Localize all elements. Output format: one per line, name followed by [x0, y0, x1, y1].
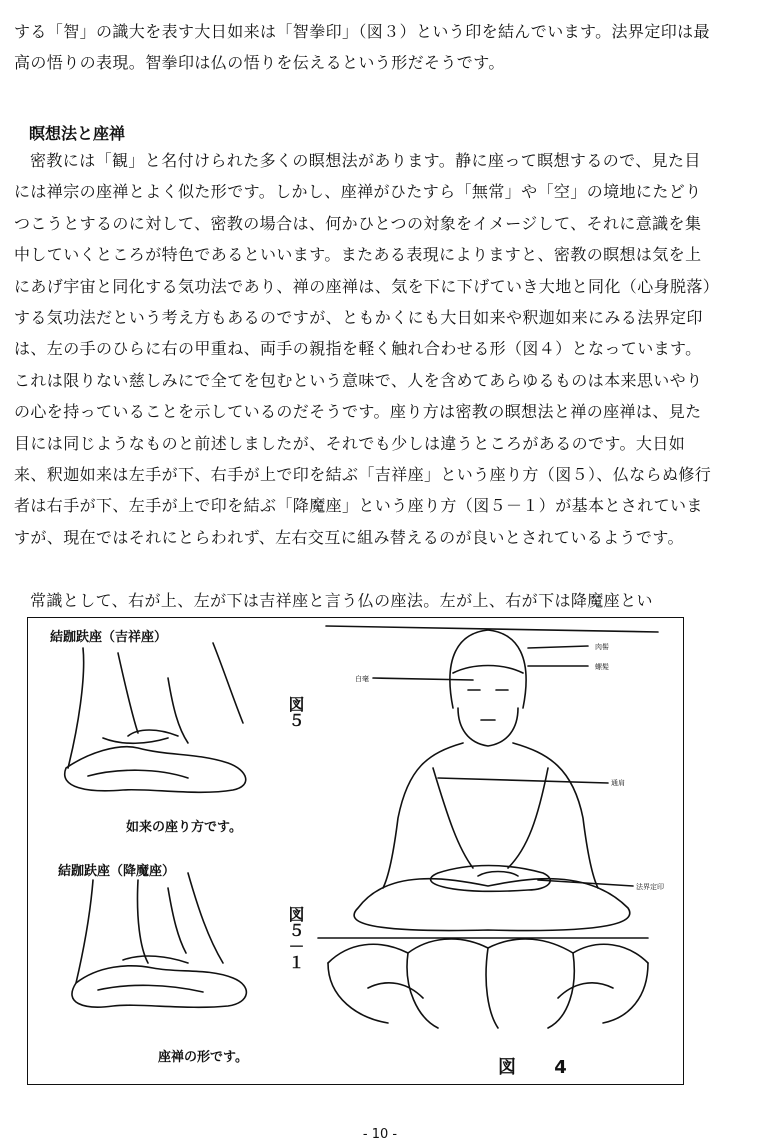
paragraph-meditation: 密教には「観」と名付けられた多くの瞑想法があります。静に座って瞑想するので、見た目には禅宗の座禅とよく似た形です。しかし、座禅がひたすら「無常」や「空」の境地にたどりつこうとするのに対して、密教の場合は、何かひとつの対象をイメージして、それに意識を集中していくところが特色であるといいます。またある表現によりますと、密教の瞑想は気を上にあげ宇宙と同化する気功法であり、禅の座禅は、気を下に下げていき大地と同化（心身脱落）する気功法だという考え方もあるのですが、ともかくにも大日如来や釈迦如来にみる法界定印は、左の手のひらに右の甲重ね、両手の親指を軽く触れ合わせる形（図４）となっています。これは限りない慈しみにで全てを包むという意味で、人を含めてあらゆるものは本来思いやりの心を持っていることを示しているのだそうです。座り方は密教の瞑想法と禅の座禅は、見た目には同じようなものと前述しましたが、それでも少しは違うところがあるのです。大日如来、釈迦如来は左手が下、右手が上で印を結ぶ「吉祥座」という座り方（図５）、仏ならぬ修行者は右手が下、左手が上で印を結ぶ「降魔座」という座り方（図５－１）が基本とされていますが、現在ではそれにとらわれず、左右交互に組み替えるのが良いとされているようです。 — [14, 151, 712, 547]
goma-label: 結跏趺座（降魔座） — [58, 864, 176, 879]
kissho-caption: 如来の座り方です。 — [126, 820, 242, 835]
callout-nikkei: 肉髻 — [595, 643, 609, 651]
section-heading: 瞑想法と座禅 — [29, 124, 126, 143]
page-number: - 10 - — [362, 1127, 398, 1142]
kissho-seated-figure-drawing — [65, 643, 246, 792]
kissho-label: 結跏趺座（吉祥座） — [50, 630, 168, 645]
callout-tsuken: 通肩 — [611, 779, 625, 787]
paragraph-intro: する「智」の識大を表す大日如来は「智拳印」（図３）という印を結んでいます。法界定印は最高の悟りの表現。智拳印は仏の悟りを伝えるという形だそうです。 — [14, 22, 710, 73]
goma-caption: 座禅の形です。 — [158, 1050, 248, 1065]
paragraph-seating: 常識として、右が上、左が下は吉祥座と言う仏の座法。左が上、右が下は降魔座とい — [30, 591, 653, 610]
goma-seated-figure-drawing — [72, 873, 246, 1007]
fig5-1-label: 図５－１ — [286, 906, 305, 970]
illustration-frame — [27, 617, 684, 1085]
illustration-drawings — [28, 618, 685, 1086]
callout-byakugo: 白毫 — [355, 675, 369, 683]
fig4-label: 図 4 — [498, 1057, 583, 1078]
callout-hokkaijoin: 法界定印 — [636, 883, 664, 891]
buddha-statue-drawing — [318, 626, 658, 1028]
callout-rahotsu: 螺髪 — [595, 663, 609, 671]
fig5-label: 図５ — [286, 696, 305, 728]
